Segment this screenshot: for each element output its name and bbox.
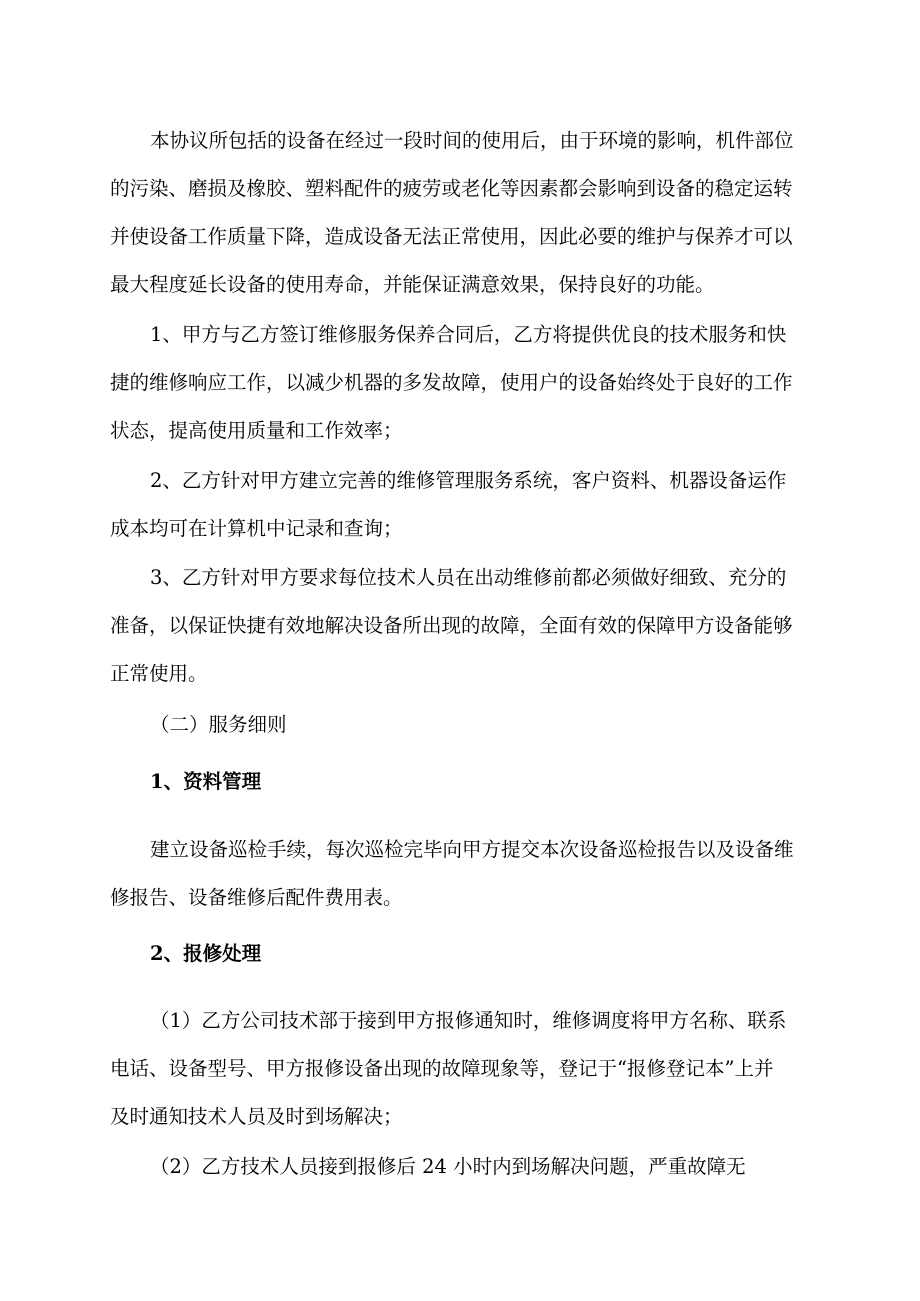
item-1-line-1: 1、甲方与乙方签订维修服务保养合同后，乙方将提供优良的技术服务和快 bbox=[150, 323, 787, 346]
item-2-line-1: 2、乙方针对甲方建立完善的维修管理服务系统，客户资料、机器设备运作 bbox=[150, 469, 787, 492]
sub1-line-1: 建立设备巡检手续，每次巡检完毕向甲方提交本次设备巡检报告以及设备维 bbox=[150, 838, 794, 861]
intro-line-2: 的污染、磨损及橡胶、塑料配件的疲劳或老化等因素都会影响到设备的稳定运转 bbox=[110, 177, 793, 200]
sub2-p1-line-2: 电话、设备型号、甲方报修设备出现的故障现象等，登记于“报修登记本”上并 bbox=[110, 1057, 774, 1080]
sub1-line-2: 修报告、设备维修后配件费用表。 bbox=[110, 886, 403, 909]
sub2-p1-line-3: 及时通知技术人员及时到场解决； bbox=[110, 1105, 403, 1128]
intro-line-1: 本协议所包括的设备在经过一段时间的使用后，由于环境的影响，机件部位 bbox=[150, 129, 794, 152]
item-3-line-3: 正常使用。 bbox=[110, 662, 208, 685]
item-2-line-2: 成本均可在计算机中记录和查询； bbox=[110, 517, 403, 540]
item-3-line-2: 准备，以保证快捷有效地解决设备所出现的故障，全面有效的保障甲方设备能够 bbox=[110, 614, 793, 637]
sub2-p2-line-1: （2）乙方技术人员接到报修后 24 小时内到场解决问题，严重故障无 bbox=[150, 1155, 746, 1178]
intro-line-3: 并使设备工作质量下降，造成设备无法正常使用，因此必要的维护与保养才可以 bbox=[110, 225, 793, 248]
sub2-p1-line-1: （1）乙方公司技术部于接到甲方报修通知时，维修调度将甲方名称、联系 bbox=[150, 1009, 787, 1032]
sub1-heading: 1、资料管理 bbox=[150, 770, 262, 793]
section-heading: （二）服务细则 bbox=[150, 713, 287, 736]
item-3-line-1: 3、乙方针对甲方要求每位技术人员在出动维修前都必须做好细致、充分的 bbox=[150, 566, 787, 589]
intro-line-4: 最大程度延长设备的使用寿命，并能保证满意效果，保持良好的功能。 bbox=[110, 273, 715, 296]
item-1-line-3: 状态，提高使用质量和工作效率； bbox=[110, 419, 403, 442]
sub2-heading: 2、报修处理 bbox=[150, 942, 262, 965]
item-1-line-2: 捷的维修响应工作，以减少机器的多发故障，使用户的设备始终处于良好的工作 bbox=[110, 371, 793, 394]
